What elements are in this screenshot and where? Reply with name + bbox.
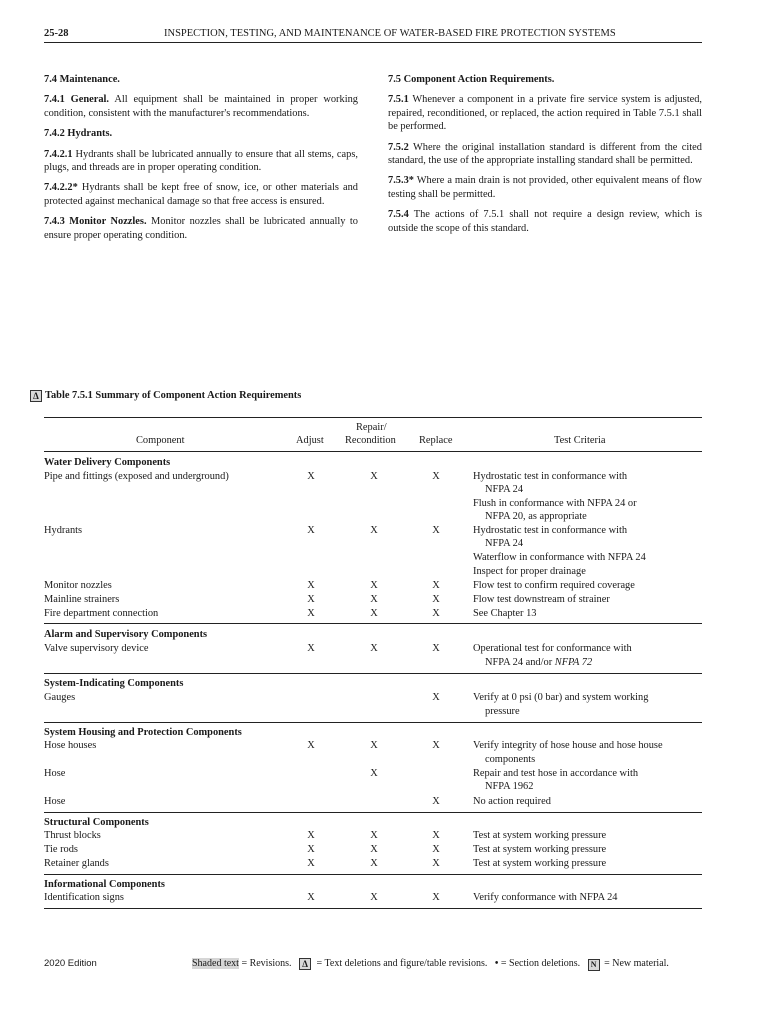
table-cell-replace: X xyxy=(432,796,440,807)
table-cell-repair: X xyxy=(370,844,378,855)
page-footer xyxy=(44,958,702,972)
header-rule xyxy=(44,451,702,452)
table-cell-test: Operational test for conformance with xyxy=(473,643,632,654)
table-cell-repair: X xyxy=(370,892,378,903)
column-header-replace: Replace xyxy=(419,435,453,446)
table-cell-repair: X xyxy=(370,740,378,751)
table-cell-test: Verify integrity of hose house and hose house xyxy=(473,740,663,751)
table-cell-test: Test at system working pressure xyxy=(473,858,607,869)
table-cell-test: NFPA 1962 xyxy=(485,781,534,792)
group-rule xyxy=(44,673,702,674)
table-cell-adjust: X xyxy=(307,740,315,751)
table-cell-replace: X xyxy=(432,692,440,703)
table-cell-repair: X xyxy=(370,594,378,605)
table-cell-test: Verify conformance with NFPA 24 xyxy=(473,892,618,903)
group-heading: Structural Components xyxy=(44,817,149,828)
table-row-component: Mainline strainers xyxy=(44,594,120,605)
section-7-4-2: 7.4.2 Hydrants. xyxy=(44,128,113,140)
table-cell-adjust: X xyxy=(307,608,315,619)
section-7-4-2-1: 7.4.2.1 Hydrants shall be lubricated annually to ensure that all stems, caps, plugs, and threads are in proper operating condition. xyxy=(44,148,358,174)
table-row-component: Fire department connection xyxy=(44,608,159,619)
group-heading: System-Indicating Components xyxy=(44,678,184,689)
table-cell-test: NFPA 24 xyxy=(485,538,524,549)
table-title: Δ Table 7.5.1 Summary of Component Action Requirements xyxy=(30,390,301,402)
column-header-repair-line2: Recondition xyxy=(345,435,396,446)
section-7-4-3: 7.4.3 Monitor Nozzles. Monitor nozzles shall be lubricated annually to ensure proper operating condition. xyxy=(44,216,358,241)
table-cell-replace: X xyxy=(432,892,440,903)
group-heading: Informational Components xyxy=(44,879,165,890)
table-row-component: Hydrants xyxy=(44,525,83,536)
table-cell-adjust: X xyxy=(307,858,315,869)
table-cell-adjust: X xyxy=(307,844,315,855)
table-cell-test: Flow test to confirm required coverage xyxy=(473,580,635,591)
table-cell-replace: X xyxy=(432,471,440,482)
column-header-repair-line1: Repair/ xyxy=(356,422,387,433)
table-top-rule xyxy=(44,417,702,418)
new-material-icon: N xyxy=(588,959,600,971)
table-row-component: Tie rods xyxy=(44,844,78,855)
table-cell-repair: X xyxy=(370,830,378,841)
table-cell-test: Verify at 0 psi (0 bar) and system working xyxy=(473,692,649,703)
table-row-component: Retainer glands xyxy=(44,858,109,869)
table-cell-test: No action required xyxy=(473,796,551,807)
page-number: 25-28 xyxy=(44,28,69,39)
table-cell-replace: X xyxy=(432,580,440,591)
table-cell-replace: X xyxy=(432,844,440,855)
revision-legend: Shaded text = Revisions. Δ = Text deletions and figure/table revisions. • = Section deletions. N = New material. xyxy=(192,958,669,969)
section-7-5-3: 7.5.3* Where a main drain is not provided, other equivalent means of flow testing shall be permitted. xyxy=(388,175,702,200)
group-heading: Alarm and Supervisory Components xyxy=(44,629,208,640)
table-cell-test: components xyxy=(485,754,536,765)
table-cell-test: Waterflow in conformance with NFPA 24 xyxy=(473,552,646,563)
table-row-component: Identification signs xyxy=(44,892,124,903)
column-header-adjust: Adjust xyxy=(296,435,324,446)
edition-label: 2020 Edition xyxy=(44,958,97,969)
table-cell-test: NFPA 24 xyxy=(485,484,524,495)
table-cell-test: Repair and test hose in accordance with xyxy=(473,768,639,779)
table-row-component: Valve supervisory device xyxy=(44,643,149,654)
table-cell-test: NFPA 20, as appropriate xyxy=(485,511,587,522)
group-rule xyxy=(44,722,702,723)
table-cell-adjust: X xyxy=(307,892,315,903)
table-cell-test: NFPA 24 and/or NFPA 72 xyxy=(485,657,593,668)
table-cell-test: Hydrostatic test in conformance with xyxy=(473,525,628,536)
table-cell-replace: X xyxy=(432,830,440,841)
table-cell-repair: X xyxy=(370,525,378,536)
section-7-4-2-2: 7.4.2.2* Hydrants shall be kept free of snow, ice, or other materials and protected against mechanical damage so that free access is ensured. xyxy=(44,182,358,207)
running-header xyxy=(44,28,702,43)
table-bottom-rule xyxy=(44,908,702,909)
table-row-component: Hose houses xyxy=(44,740,97,751)
running-title: INSPECTION, TESTING, AND MAINTENANCE OF WATER-BASED FIRE PROTECTION SYSTEMS xyxy=(164,28,616,39)
table-cell-replace: X xyxy=(432,608,440,619)
group-rule xyxy=(44,874,702,875)
table-cell-test: pressure xyxy=(485,706,520,717)
table-cell-test: Test at system working pressure xyxy=(473,844,607,855)
table-cell-test: See Chapter 13 xyxy=(473,608,537,619)
column-header-component: Component xyxy=(136,435,185,446)
table-cell-adjust: X xyxy=(307,830,315,841)
table-row-component: Monitor nozzles xyxy=(44,580,112,591)
table-cell-adjust: X xyxy=(307,643,315,654)
column-header-test-criteria: Test Criteria xyxy=(554,435,606,446)
table-row-component: Thrust blocks xyxy=(44,830,101,841)
bullet-icon: • xyxy=(494,958,499,969)
section-7-5: 7.5 Component Action Requirements. xyxy=(388,74,555,85)
table-cell-adjust: X xyxy=(307,471,315,482)
table-cell-repair: X xyxy=(370,768,378,779)
table-cell-test: Hydrostatic test in conformance with xyxy=(473,471,628,482)
table-cell-adjust: X xyxy=(307,594,315,605)
table-row-component: Hose xyxy=(44,768,66,779)
section-7-4: 7.4 Maintenance. xyxy=(44,74,120,85)
group-heading: System Housing and Protection Components xyxy=(44,727,242,738)
delta-icon: Δ xyxy=(299,958,311,970)
group-rule xyxy=(44,623,702,624)
table-cell-adjust: X xyxy=(307,525,315,536)
section-7-5-1: 7.5.1 Whenever a component in a private fire service system is adjusted, repaired, reconditioned, or replaced, the action required in Table 7.5.1 shall be performed. xyxy=(388,94,702,133)
table-cell-replace: X xyxy=(432,594,440,605)
table-cell-replace: X xyxy=(432,740,440,751)
right-column xyxy=(388,73,702,242)
table-cell-replace: X xyxy=(432,643,440,654)
table-cell-replace: X xyxy=(432,858,440,869)
table-row-component: Hose xyxy=(44,796,66,807)
table-cell-repair: X xyxy=(370,858,378,869)
left-column xyxy=(44,73,358,249)
table-cell-test: Flow test downstream of strainer xyxy=(473,594,610,605)
section-7-5-2: 7.5.2 Where the original installation standard is different from the cited standard, the use of the appropriate installing standard shall be permitted. xyxy=(388,141,702,167)
table-cell-test: Inspect for proper drainage xyxy=(473,566,586,577)
table-cell-test: Flush in conformance with NFPA 24 or xyxy=(473,498,637,509)
table-row-component: Gauges xyxy=(44,692,76,703)
table-cell-repair: X xyxy=(370,643,378,654)
table-cell-replace: X xyxy=(432,525,440,536)
table-cell-repair: X xyxy=(370,471,378,482)
table-row-component: Pipe and fittings (exposed and underground) xyxy=(44,471,229,482)
table-cell-repair: X xyxy=(370,608,378,619)
section-7-4-1: 7.4.1 General. All equipment shall be maintained in proper working condition, consistent with the manufacturer's recommendations. xyxy=(44,94,358,119)
section-7-5-4: 7.5.4 The actions of 7.5.1 shall not require a design review, which is outside the scope of this standard. xyxy=(388,209,702,234)
table-cell-test: Test at system working pressure xyxy=(473,830,607,841)
group-rule xyxy=(44,812,702,813)
table-cell-adjust: X xyxy=(307,580,315,591)
table-cell-repair: X xyxy=(370,580,378,591)
group-heading: Water Delivery Components xyxy=(44,457,171,468)
revision-delta-icon: Δ xyxy=(30,390,42,402)
